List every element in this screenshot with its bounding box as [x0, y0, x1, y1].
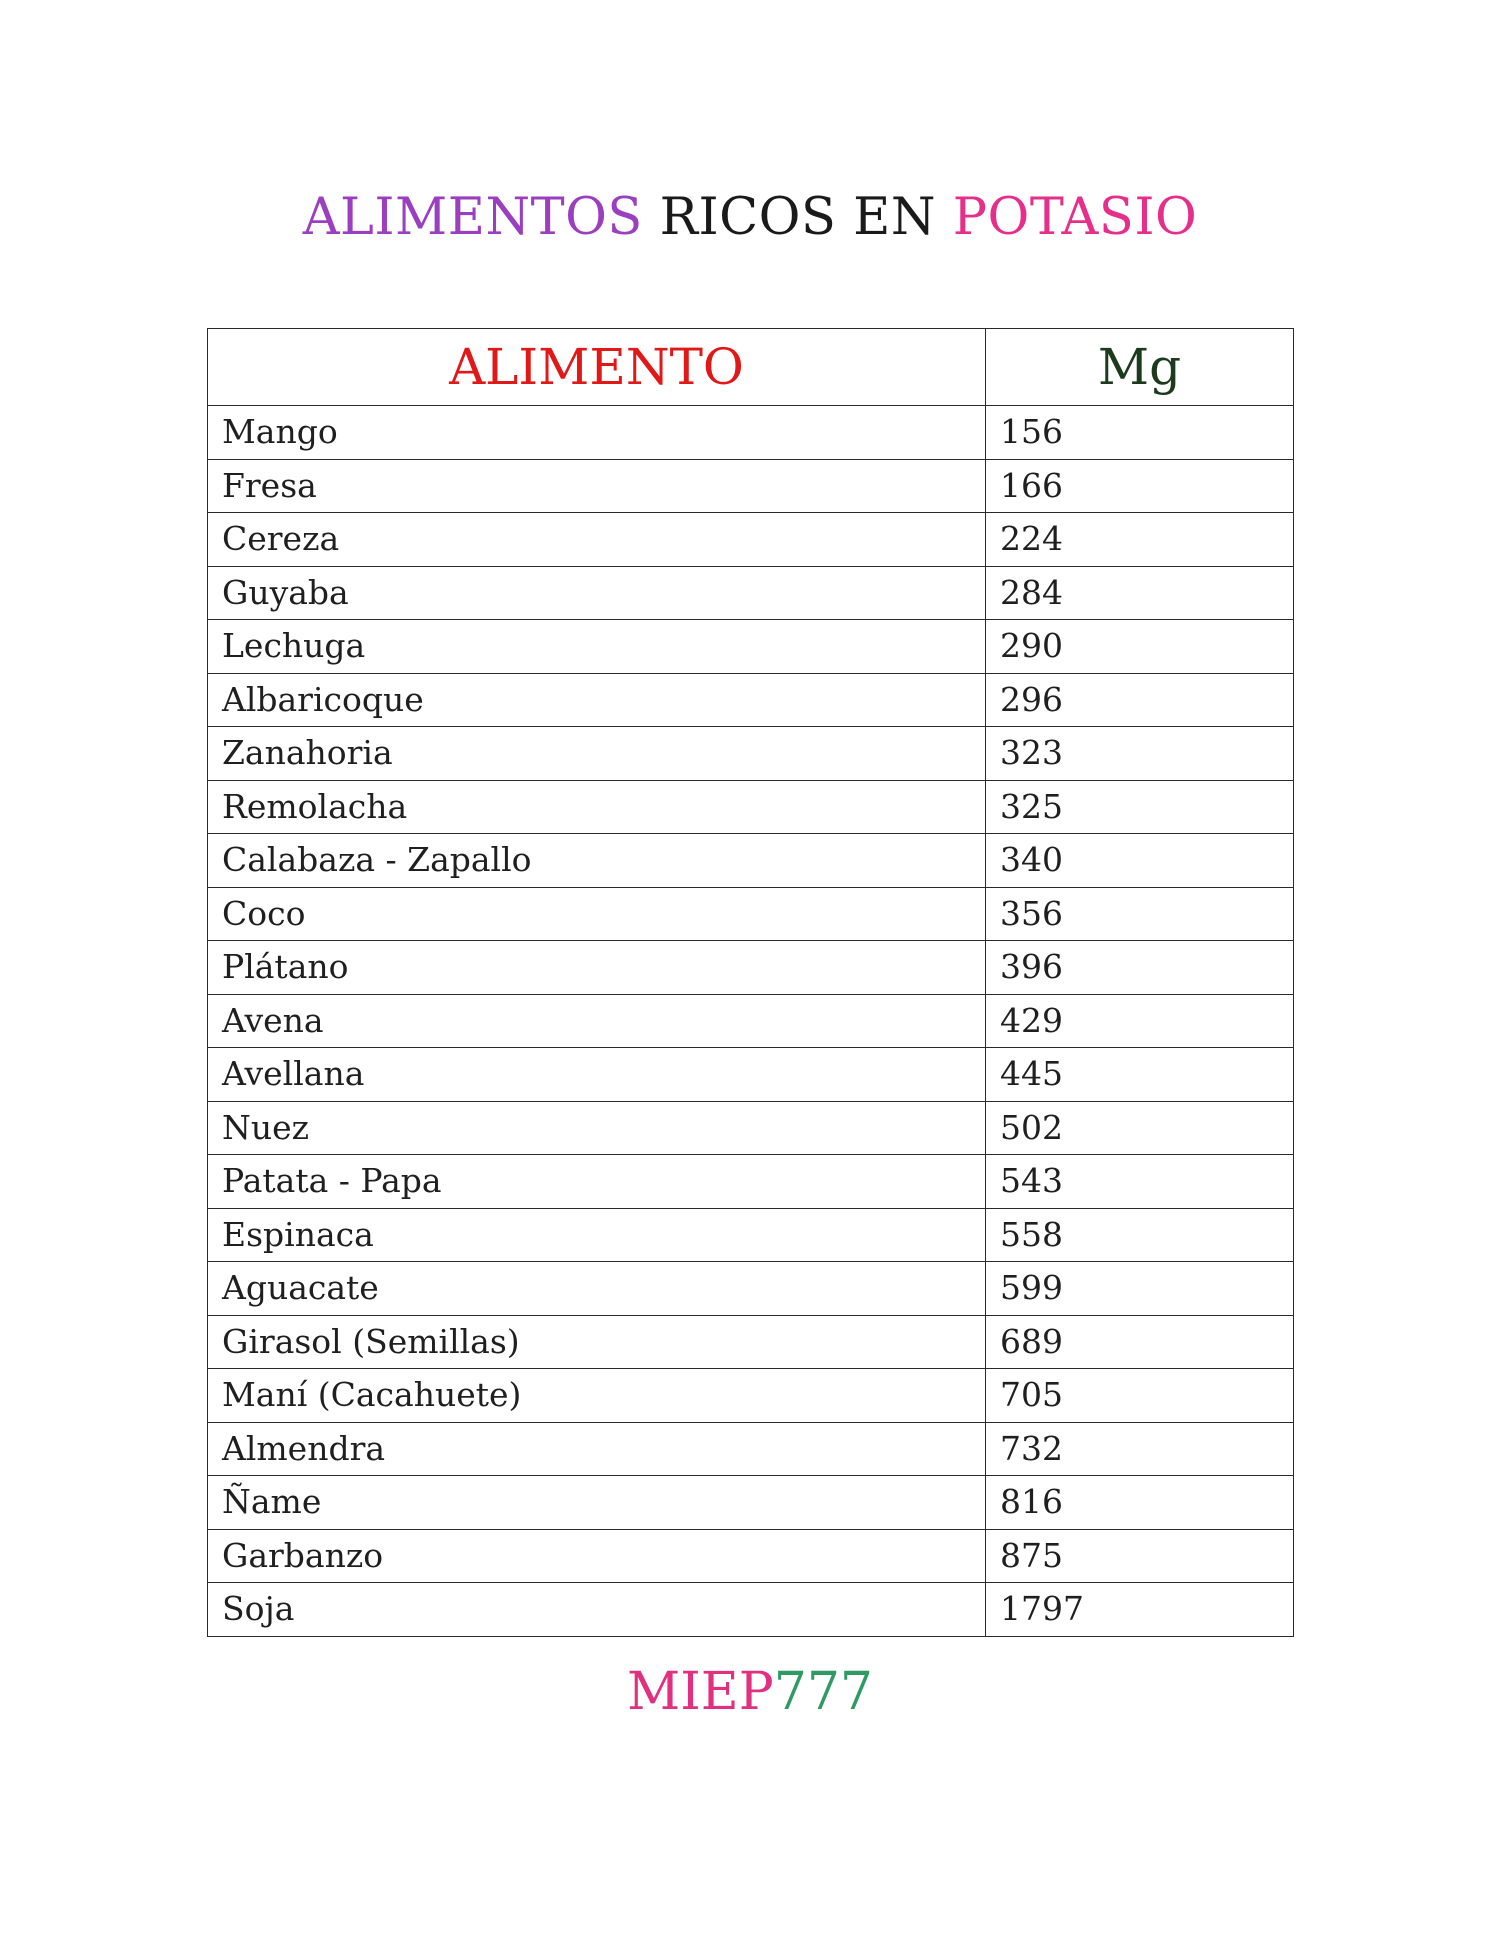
table-body	[208, 406, 1294, 1637]
table-row	[208, 1155, 1294, 1209]
page-title	[0, 188, 1500, 248]
food-name-cell: Patata - Papa	[208, 1155, 986, 1209]
potassium-value-cell: 290	[986, 620, 1294, 674]
food-name-cell: Fresa	[208, 459, 986, 513]
food-name-cell: Plátano	[208, 941, 986, 995]
table-row	[208, 566, 1294, 620]
food-name-cell: Albaricoque	[208, 673, 986, 727]
potassium-value-cell: 323	[986, 727, 1294, 781]
table-row	[208, 834, 1294, 888]
table-row	[208, 1583, 1294, 1637]
potassium-value-cell: 705	[986, 1369, 1294, 1423]
food-name-cell: Ñame	[208, 1476, 986, 1530]
potassium-value-cell: 224	[986, 513, 1294, 567]
table-row	[208, 994, 1294, 1048]
potassium-value-cell: 816	[986, 1476, 1294, 1530]
table-row	[208, 513, 1294, 567]
table-row	[208, 1422, 1294, 1476]
food-name-cell: Zanahoria	[208, 727, 986, 781]
food-name-cell: Garbanzo	[208, 1529, 986, 1583]
potassium-value-cell: 396	[986, 941, 1294, 995]
potassium-value-cell: 296	[986, 673, 1294, 727]
food-name-cell: Coco	[208, 887, 986, 941]
potassium-value-cell: 875	[986, 1529, 1294, 1583]
food-name-cell: Avena	[208, 994, 986, 1048]
table-row	[208, 1369, 1294, 1423]
table-row	[208, 1476, 1294, 1530]
food-name-cell: Cereza	[208, 513, 986, 567]
table-row	[208, 620, 1294, 674]
table-row	[208, 1315, 1294, 1369]
footer-777: 777	[773, 1662, 873, 1722]
potassium-value-cell: 166	[986, 459, 1294, 513]
footer-miep: MIEP	[627, 1662, 774, 1722]
potassium-value-cell: 558	[986, 1208, 1294, 1262]
food-name-cell: Aguacate	[208, 1262, 986, 1316]
table-row	[208, 1048, 1294, 1102]
food-name-cell: Maní (Cacahuete)	[208, 1369, 986, 1423]
potassium-value-cell: 732	[986, 1422, 1294, 1476]
table-row	[208, 780, 1294, 834]
food-name-cell: Lechuga	[208, 620, 986, 674]
table-row	[208, 727, 1294, 781]
header-mg: Mg	[986, 329, 1294, 406]
potassium-table	[207, 328, 1294, 1637]
food-name-cell: Girasol (Semillas)	[208, 1315, 986, 1369]
potassium-value-cell: 1797	[986, 1583, 1294, 1637]
food-name-cell: Almendra	[208, 1422, 986, 1476]
title-potasio: POTASIO	[952, 188, 1198, 247]
title-gap	[936, 188, 953, 247]
table-header-row	[208, 329, 1294, 406]
title-alimentos: ALIMENTOS	[302, 188, 643, 247]
potassium-value-cell: 445	[986, 1048, 1294, 1102]
table-row	[208, 406, 1294, 460]
table-row	[208, 673, 1294, 727]
food-name-cell: Espinaca	[208, 1208, 986, 1262]
food-name-cell: Remolacha	[208, 780, 986, 834]
footer-signature	[0, 1662, 1500, 1722]
potassium-value-cell: 429	[986, 994, 1294, 1048]
table-row	[208, 459, 1294, 513]
table-row	[208, 887, 1294, 941]
table-row	[208, 941, 1294, 995]
header-alimento: ALIMENTO	[208, 329, 986, 406]
table-row	[208, 1262, 1294, 1316]
title-gap	[643, 188, 660, 247]
potassium-value-cell: 543	[986, 1155, 1294, 1209]
table-row	[208, 1208, 1294, 1262]
food-name-cell: Guyaba	[208, 566, 986, 620]
food-name-cell: Calabaza - Zapallo	[208, 834, 986, 888]
title-ricos-en: RICOS EN	[659, 188, 936, 247]
potassium-value-cell: 502	[986, 1101, 1294, 1155]
food-name-cell: Avellana	[208, 1048, 986, 1102]
potassium-value-cell: 340	[986, 834, 1294, 888]
food-name-cell: Mango	[208, 406, 986, 460]
table-row	[208, 1101, 1294, 1155]
potassium-value-cell: 689	[986, 1315, 1294, 1369]
potassium-value-cell: 356	[986, 887, 1294, 941]
table-row	[208, 1529, 1294, 1583]
food-name-cell: Nuez	[208, 1101, 986, 1155]
food-name-cell: Soja	[208, 1583, 986, 1637]
potassium-value-cell: 156	[986, 406, 1294, 460]
potassium-value-cell: 325	[986, 780, 1294, 834]
potassium-value-cell: 284	[986, 566, 1294, 620]
potassium-value-cell: 599	[986, 1262, 1294, 1316]
